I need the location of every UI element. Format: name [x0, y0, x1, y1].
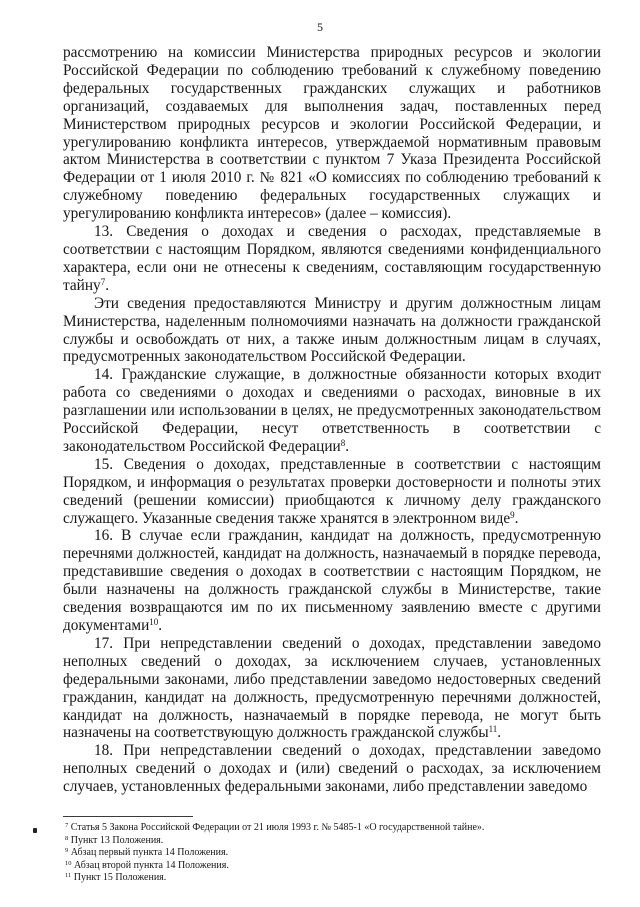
paragraph: 15. Сведения о доходах, представленные в соответствии с настоящим Порядком, и информация о результатах проверки достоверности и полноты этих сведений (решении комиссии) приобщаются к личному делу гражданского служащего. Указанные сведения также хранятся в электронном виде$^9$.: [63, 455, 601, 527]
footnote: $^7$ Статья 5 Закона Российской Федерации от 21 июля 1993 г. № 5485-1 «О государственной тайне».: [65, 822, 485, 833]
paragraph: 13. Сведения о доходах и сведения о расходах, представляемые в соответствии с настоящим Порядком, являются сведениями конфиденциального характера, если они не отнесены к сведениям, составляющим государственную тайну$^7$.: [63, 223, 601, 294]
footnote: $^9$ Абзац первый пункта 14 Положения.: [65, 847, 229, 859]
footnote-number: 9: [65, 847, 69, 855]
paragraph: рассмотрению на комиссии Министерства природных ресурсов и экологии Российской Федерации по соблюдению требований к служебному поведению федеральных государственных гражданских служащих и работников организаций, создаваемых для выполнения задач, поставленных перед Министерством природных ресурсов и экологии Российской Федерации, и урегулированию конфликта интересов, утверждаемой нормативным правовым актом Министерства в соответствии с пунктом 7 Указа Президента Российской Федерации от 1 июля 2010 г. № 821 «О комиссиях по соблюдению требований к служебному поведению федеральных государственных служащих и урегулированию конфликта интересов» (далее – комиссия).: [63, 44, 601, 223]
footnote-reference: 8: [340, 437, 346, 448]
footnote-number: 10: [65, 859, 72, 867]
footnote-divider: [63, 816, 193, 817]
footnote-number: 7: [65, 822, 69, 829]
paragraph: 14. Гражданские служащие, в должностные обязанности которых входит работа со сведениями о доходах и сведениями о расходах, виновные в их разглашении или использовании в целях, не предусмотренных законодательством Российской Федерации, несут ответственность в соответствии с законодательством Российской Федерации$^8$.: [63, 366, 601, 455]
footnotes: [65, 822, 605, 885]
footnote-reference: 11: [488, 724, 498, 735]
paragraph: 18. При непредставлении сведений о доходах, представлении заведомо неполных сведений о доходах и (или) сведений о расходах, за исключением случаев, установленных федеральными законами, либо представлении заведомо: [63, 742, 601, 796]
footnote-reference: 10: [149, 617, 159, 627]
footnote-reference: 9: [510, 509, 515, 520]
footnote: $^{10}$ Абзац второй пункта 14 Положения.: [65, 859, 229, 871]
scan-speck: [33, 828, 37, 833]
footnote: $^{11}$ Пункт 15 Положения.: [65, 872, 167, 884]
footnote: $^8$ Пункт 13 Положения.: [65, 834, 164, 846]
footnote-number: 11: [65, 872, 72, 880]
page-number: 5: [317, 20, 323, 34]
footnote-number: 8: [65, 834, 69, 842]
document-body: [63, 44, 601, 796]
paragraph: 16. В случае если гражданин, кандидат на должность, предусмотренную перечнями должностей, кандидат на должность, назначаемый в порядке перевода, представившие сведения о доходах в соответствии с настоящим Порядком, не были назначены на должность гражданской службы в Министерстве, такие сведения возвращаются им по их письменному заявлению вместе с другими документами$^{10}$.: [63, 527, 601, 634]
footnote-reference: 7: [100, 276, 106, 287]
paragraph: 17. При непредставлении сведений о доходах, представлении заведомо неполных сведений о доходах, за исключением случаев, установленных федеральными законами, либо представлении заведомо недостоверных сведений гражданин, кандидат на должность, предусмотренную перечнями должностей, кандидат на должность, назначаемый в порядке перевода, не могут быть назначены на соответствующую должность гражданской службы$^{11}$.: [63, 634, 601, 742]
paragraph: Эти сведения предоставляются Министру и другим должностным лицам Министерства, наделенным полномочиями назначать на должности гражданской службы и освобождать от них, а также иным должностным лицам в случаях, предусмотренных законодательством Российской Федерации.: [63, 294, 601, 366]
